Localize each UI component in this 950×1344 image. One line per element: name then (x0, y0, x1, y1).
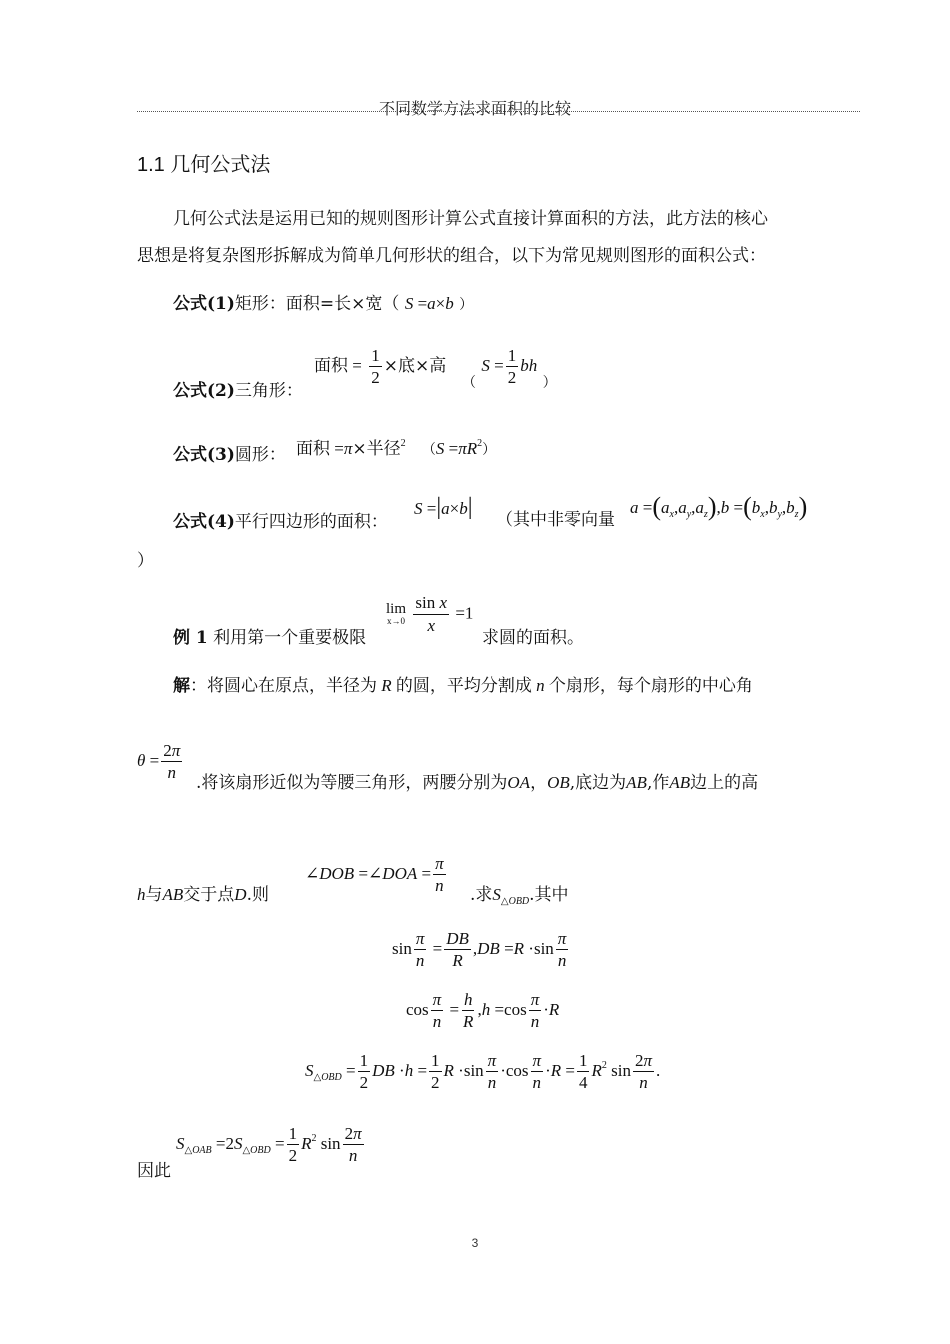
therefore-label: 因此 (137, 1161, 171, 1181)
formula-1-close: ） (459, 297, 474, 313)
formula-4 (173, 507, 388, 532)
example-label: 例 1 (173, 628, 208, 648)
solution-line-3: h与AB交于点D.则 (137, 885, 269, 905)
example-text-before: 利用第一个重要极限 (213, 628, 367, 648)
angle-equation: ∠DOB =∠DOA = $\frac{\pi}{n}$ (305, 854, 444, 895)
formula-3-label: 公式(3) (173, 445, 235, 465)
formula-2-words: 面积 = $\frac{1}{2}$ ×底×高 (314, 346, 447, 387)
formula-4-text: 平行四边形的面积： (234, 512, 388, 532)
intro-line-2: 思想是将复杂图形拆解成为简单几何形状的组合，以下为常见规则图形的面积公式： (137, 246, 766, 266)
intro-line-1: 几何公式法是运用已知的规则图形计算公式直接计算面积的方法，此方法的核心 (173, 209, 768, 229)
solution-line-2: .将该扇形近似为等腰三角形，两腰分别为OA，OB,底边为AB,作AB边上的高 (196, 773, 759, 793)
solution-line-1: 解：将圆心在原点，半径为 R 的圆，平均分割成 n 个扇形，每个扇形的中心角 (173, 676, 753, 696)
equation-area-obd: $S_{\triangle OBD}$ = $\frac{1}{2}$ DB ·h = $\frac{1}{2}$ R ·sin $\frac{\pi}{n}$ ·cos $\frac{\pi}{n}$ ·R = $\frac{1}{4}$ $R^2$ sin $\frac{2\pi}{n}$ . (305, 1051, 661, 1092)
running-header: 不同数学方法求面积的比较 (378, 99, 571, 118)
formula-4-note: （其中非零向量 (496, 510, 615, 530)
formula-4-vectors: $a =(a_x,a_y,a_z),b =(b_x,b_y,b_z)$ (630, 492, 808, 521)
formula-1-expr: S (404, 294, 414, 313)
formula-1-label: 公式(1) (173, 294, 235, 314)
equation-cos: cos $\frac{\pi}{n}$ = $\frac{h}{R}$ ,h =cos $\frac{\pi}{n}$ ·R (406, 990, 560, 1031)
formula-1: 公式(1)矩形：面积=长×宽（ S =a×b ） (173, 294, 474, 314)
formula-3-expr: 面积 =π×半径$^2$ $(S =\pi R^2)$ (296, 438, 497, 459)
example-text-after: 求圆的面积。 (482, 628, 584, 648)
equation-area-oab: $S_{\triangle OAB} =2S_{\triangle OBD}$ = $\frac{1}{2}$ $R^2$ sin $\frac{2\pi}{n}$ (176, 1124, 362, 1165)
formula-1-text: 矩形：面积=长×宽（ (234, 294, 400, 314)
formula-4-label: 公式(4) (173, 512, 235, 532)
formula-2-label-row (173, 376, 303, 401)
theta-definition: θ = $\frac{2\pi}{n}$ (137, 741, 181, 782)
solution-line-3-tail: .求$S_{\triangle OBD}$.其中 (470, 885, 569, 907)
equation-sin: sin $\frac{\pi}{n}$ = $\frac{DB}{R}$ ,DB =R ·sin $\frac{\pi}{n}$ (392, 929, 567, 970)
formula-2-label: 公式(2) (173, 381, 235, 401)
page-number: 3 (471, 1236, 479, 1250)
formula-2-text: 三角形： (234, 381, 303, 401)
example-1 (173, 623, 366, 648)
formula-2-expr: $_($ S = $\frac{1}{2}$ bh $_)$ (462, 346, 557, 391)
formula-3-text: 圆形： (234, 445, 286, 465)
solution-label: 解 (173, 676, 190, 696)
formula-4-tail: ） (137, 551, 154, 571)
header-divider (137, 111, 860, 112)
section-heading: 1.1 几何公式法 (137, 154, 271, 176)
formula-3 (173, 440, 286, 465)
limit-expression: lim x→0 $\frac{\text{sin x}}{x}$ =1 (386, 593, 474, 635)
formula-4-expr: S =|a×b| (414, 494, 473, 520)
